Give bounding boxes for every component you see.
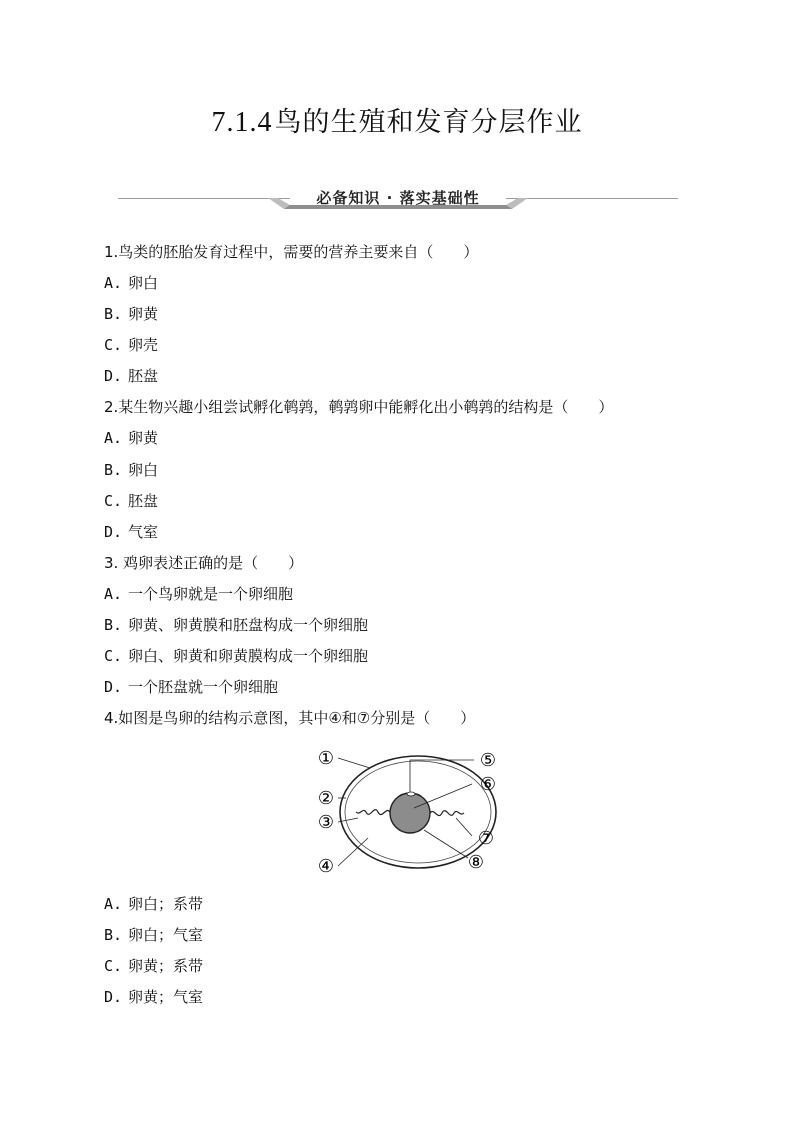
section-banner-text: 必备知识 · 落实基础性 bbox=[316, 189, 480, 207]
diagram-label-8: ⑧ bbox=[467, 852, 485, 873]
option-text: 卵黄；气室 bbox=[128, 988, 204, 1006]
option-key: A. bbox=[104, 895, 123, 913]
option-text: 卵白 bbox=[128, 461, 159, 479]
option-text: 一个胚盘就一个卵细胞 bbox=[128, 678, 279, 696]
option-key: A. bbox=[104, 429, 123, 447]
option-text: 卵黄、卵黄膜和胚盘构成一个卵细胞 bbox=[128, 616, 369, 634]
question-4-stem: 4.如图是鸟卵的结构示意图，其中④和⑦分别是（ ） bbox=[104, 709, 476, 727]
question-1-option-d bbox=[104, 366, 158, 386]
question-4-option-b bbox=[104, 925, 203, 945]
question-2-option-a bbox=[104, 428, 158, 448]
option-key: D. bbox=[104, 523, 123, 541]
question-2-option-d bbox=[104, 522, 158, 542]
option-key: C. bbox=[104, 957, 123, 975]
option-text: 卵黄；系带 bbox=[128, 957, 204, 975]
option-key: B. bbox=[104, 305, 123, 323]
option-key: C. bbox=[104, 492, 123, 510]
option-key: D. bbox=[104, 367, 123, 385]
option-text: 卵白；气室 bbox=[128, 926, 204, 944]
banner-left-line bbox=[118, 198, 290, 199]
diagram-label-1: ① bbox=[317, 748, 335, 769]
option-key: A. bbox=[104, 585, 123, 603]
option-key: A. bbox=[104, 274, 123, 292]
option-text: 胚盘 bbox=[128, 367, 159, 385]
diagram-label-3: ③ bbox=[317, 812, 335, 833]
question-2-option-b bbox=[104, 460, 158, 480]
question-1-stem: 1.鸟类的胚胎发育过程中，需要的营养主要来自（ ） bbox=[104, 243, 479, 261]
question-1-option-c bbox=[104, 335, 158, 355]
germinal-disc bbox=[407, 792, 415, 796]
option-key: D. bbox=[104, 678, 123, 696]
question-2-option-c bbox=[104, 491, 158, 511]
title-number: 7.1.4 bbox=[211, 107, 273, 138]
question-4-option-a bbox=[104, 894, 203, 914]
question-1-option-a bbox=[104, 273, 158, 293]
option-key: C. bbox=[104, 336, 123, 354]
option-key: B. bbox=[104, 926, 123, 944]
question-1-option-b bbox=[104, 304, 158, 324]
option-text: 卵白；系带 bbox=[128, 895, 204, 913]
question-3-option-c bbox=[104, 646, 368, 666]
question-3-stem: 3. 鸡卵表述正确的是（ ） bbox=[104, 554, 304, 572]
title-text: 鸟的生殖和发育分层作业 bbox=[274, 107, 583, 138]
option-text: 卵黄 bbox=[128, 305, 159, 323]
option-key: C. bbox=[104, 647, 123, 665]
egg-yolk bbox=[390, 793, 430, 833]
option-text: 气室 bbox=[128, 523, 159, 541]
page-title bbox=[0, 100, 794, 139]
diagram-label-6: ⑥ bbox=[479, 774, 497, 795]
question-3-option-a bbox=[104, 584, 293, 604]
option-text: 胚盘 bbox=[128, 492, 159, 510]
banner-right-line bbox=[506, 198, 678, 199]
question-3-option-b bbox=[104, 615, 368, 635]
option-text: 卵壳 bbox=[128, 336, 159, 354]
question-4-option-c bbox=[104, 956, 203, 976]
diagram-label-7: ⑦ bbox=[477, 828, 495, 849]
bird-egg-diagram bbox=[310, 746, 510, 876]
section-banner bbox=[118, 185, 678, 215]
option-key: D. bbox=[104, 988, 123, 1006]
option-text: 卵黄 bbox=[128, 429, 159, 447]
option-key: B. bbox=[104, 616, 123, 634]
option-text: 卵白 bbox=[128, 274, 159, 292]
diagram-label-5: ⑤ bbox=[479, 750, 497, 771]
option-text: 一个鸟卵就是一个卵细胞 bbox=[128, 585, 294, 603]
diagram-label-4: ④ bbox=[317, 856, 335, 876]
option-key: B. bbox=[104, 461, 123, 479]
question-3-option-d bbox=[104, 677, 278, 697]
leader-1 bbox=[338, 758, 370, 768]
question-2-stem: 2.某生物兴趣小组尝试孵化鹌鹑，鹌鹑卵中能孵化出小鹌鹑的结构是（ ） bbox=[104, 398, 614, 416]
question-4-option-d bbox=[104, 987, 203, 1007]
option-text: 卵白、卵黄和卵黄膜构成一个卵细胞 bbox=[128, 647, 369, 665]
diagram-label-2: ② bbox=[317, 788, 335, 809]
